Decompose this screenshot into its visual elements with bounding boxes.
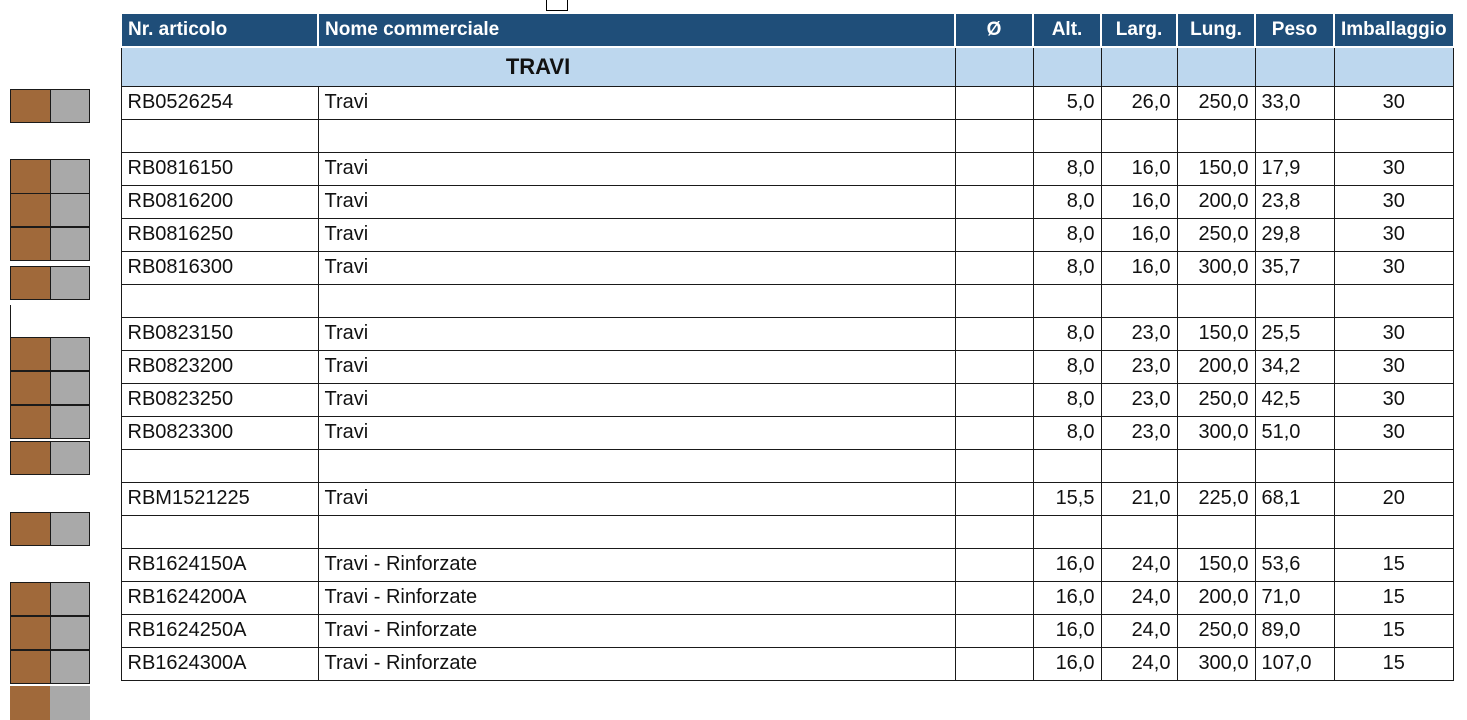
cell-diameter[interactable] <box>955 449 1033 482</box>
cell-weight[interactable]: 71,0 <box>1255 581 1334 614</box>
cell-name[interactable]: Travi <box>318 317 955 350</box>
cell-weight[interactable]: 35,7 <box>1255 251 1334 284</box>
cell-length[interactable]: 300,0 <box>1177 647 1255 680</box>
cell-height[interactable]: 8,0 <box>1033 350 1101 383</box>
table-row <box>121 548 1454 581</box>
table-row <box>121 647 1454 680</box>
cell-diameter[interactable] <box>955 350 1033 383</box>
cell-name[interactable]: Travi <box>318 185 955 218</box>
col-header-height[interactable]: Alt. <box>1033 13 1101 47</box>
cell-height[interactable]: 8,0 <box>1033 416 1101 449</box>
cell-length[interactable]: 250,0 <box>1177 614 1255 647</box>
cell-diameter[interactable] <box>955 647 1033 680</box>
cell-length[interactable] <box>1177 284 1255 317</box>
table-row <box>121 416 1454 449</box>
table-row <box>121 383 1454 416</box>
cell-packaging[interactable]: 30 <box>1334 218 1454 251</box>
cell-packaging[interactable]: 30 <box>1334 86 1454 119</box>
cell-width[interactable]: 24,0 <box>1101 647 1177 680</box>
cell-diameter[interactable] <box>955 548 1033 581</box>
cell-width[interactable]: 26,0 <box>1101 86 1177 119</box>
cell-packaging[interactable]: 15 <box>1334 548 1454 581</box>
cell-height[interactable] <box>1033 449 1101 482</box>
cell-height[interactable] <box>1033 284 1101 317</box>
cell-packaging[interactable] <box>1334 284 1454 317</box>
cell-name[interactable]: Travi - Rinforzate <box>318 581 955 614</box>
table-cell[interactable] <box>955 47 1033 86</box>
row-swatch <box>10 441 90 475</box>
filter-dropdown-button[interactable] <box>546 0 568 11</box>
cell-width[interactable]: 16,0 <box>1101 251 1177 284</box>
col-header-name[interactable]: Nome commerciale <box>318 13 955 47</box>
cell-height[interactable]: 8,0 <box>1033 383 1101 416</box>
cell-width[interactable]: 24,0 <box>1101 581 1177 614</box>
cell-packaging[interactable] <box>1334 515 1454 548</box>
table-row <box>121 482 1454 515</box>
row-swatch <box>10 159 90 194</box>
cell-weight[interactable]: 29,8 <box>1255 218 1334 251</box>
cell-code[interactable]: RB0816300 <box>121 251 318 284</box>
cell-width[interactable] <box>1101 284 1177 317</box>
cell-diameter[interactable] <box>955 185 1033 218</box>
cell-width[interactable]: 21,0 <box>1101 482 1177 515</box>
row-swatch <box>10 512 90 546</box>
cell-width[interactable]: 23,0 <box>1101 416 1177 449</box>
cell-weight[interactable]: 25,5 <box>1255 317 1334 350</box>
cell-diameter[interactable] <box>955 251 1033 284</box>
cell-width[interactable]: 24,0 <box>1101 614 1177 647</box>
cell-diameter[interactable] <box>955 383 1033 416</box>
cell-code[interactable]: RB0816250 <box>121 218 318 251</box>
cell-width[interactable]: 16,0 <box>1101 152 1177 185</box>
cell-name[interactable] <box>318 119 955 152</box>
cell-weight[interactable]: 53,6 <box>1255 548 1334 581</box>
table-row <box>121 449 1454 482</box>
row-swatch <box>10 686 90 720</box>
cell-height[interactable]: 8,0 <box>1033 185 1101 218</box>
cell-name[interactable]: Travi <box>318 86 955 119</box>
cell-code[interactable]: RB0823250 <box>121 383 318 416</box>
cell-width[interactable]: 23,0 <box>1101 383 1177 416</box>
cell-packaging[interactable] <box>1334 449 1454 482</box>
cell-diameter[interactable] <box>955 581 1033 614</box>
cell-weight[interactable]: 107,0 <box>1255 647 1334 680</box>
col-header-packaging[interactable]: Imballaggio <box>1334 13 1454 47</box>
cell-code[interactable]: RB0816200 <box>121 185 318 218</box>
cell-width[interactable]: 23,0 <box>1101 317 1177 350</box>
cell-weight[interactable]: 68,1 <box>1255 482 1334 515</box>
row-swatch <box>10 371 90 405</box>
cell-length[interactable]: 250,0 <box>1177 383 1255 416</box>
col-header-width[interactable]: Larg. <box>1101 13 1177 47</box>
cell-width[interactable] <box>1101 515 1177 548</box>
section-title: TRAVI <box>121 47 955 86</box>
cell-name[interactable]: Travi - Rinforzate <box>318 548 955 581</box>
cell-packaging[interactable]: 30 <box>1334 152 1454 185</box>
section-row <box>121 47 1454 86</box>
cell-weight[interactable] <box>1255 119 1334 152</box>
table-row <box>121 581 1454 614</box>
cell-packaging[interactable]: 30 <box>1334 251 1454 284</box>
cell-width[interactable] <box>1101 449 1177 482</box>
cell-diameter[interactable] <box>955 317 1033 350</box>
cell-name[interactable]: Travi - Rinforzate <box>318 647 955 680</box>
cell-diameter[interactable] <box>955 119 1033 152</box>
cell-code[interactable]: RB1624300A <box>121 647 318 680</box>
cell-diameter[interactable] <box>955 218 1033 251</box>
cell-packaging[interactable]: 30 <box>1334 317 1454 350</box>
cell-name[interactable] <box>318 449 955 482</box>
cell-packaging[interactable]: 15 <box>1334 581 1454 614</box>
table-row <box>121 251 1454 284</box>
cell-code[interactable]: RB0823300 <box>121 416 318 449</box>
cell-packaging[interactable]: 30 <box>1334 350 1454 383</box>
cell-packaging[interactable]: 15 <box>1334 647 1454 680</box>
row-swatch <box>10 616 90 650</box>
table-cell[interactable] <box>1255 47 1334 86</box>
cell-length[interactable]: 300,0 <box>1177 416 1255 449</box>
cell-height[interactable]: 16,0 <box>1033 548 1101 581</box>
cell-length[interactable]: 150,0 <box>1177 548 1255 581</box>
cell-height[interactable]: 8,0 <box>1033 251 1101 284</box>
col-header-length[interactable]: Lung. <box>1177 13 1255 47</box>
product-table <box>120 12 1455 681</box>
cell-code[interactable] <box>121 449 318 482</box>
table-row <box>121 350 1454 383</box>
table-cell[interactable] <box>1334 47 1454 86</box>
cell-name[interactable]: Travi - Rinforzate <box>318 614 955 647</box>
cell-diameter[interactable] <box>955 515 1033 548</box>
cell-name[interactable]: Travi <box>318 251 955 284</box>
table-cell[interactable] <box>1101 47 1177 86</box>
cell-length[interactable]: 200,0 <box>1177 350 1255 383</box>
cell-code[interactable]: RB0823150 <box>121 317 318 350</box>
cell-height[interactable]: 15,5 <box>1033 482 1101 515</box>
cell-weight[interactable]: 33,0 <box>1255 86 1334 119</box>
cell-height[interactable]: 8,0 <box>1033 317 1101 350</box>
cell-name[interactable]: Travi <box>318 218 955 251</box>
cell-name[interactable] <box>318 284 955 317</box>
row-swatch <box>10 89 90 123</box>
cell-name[interactable]: Travi <box>318 383 955 416</box>
cell-height[interactable]: 8,0 <box>1033 152 1101 185</box>
row-swatch <box>10 582 90 616</box>
cell-length[interactable]: 300,0 <box>1177 251 1255 284</box>
cell-width[interactable] <box>1101 119 1177 152</box>
col-header-code[interactable]: Nr. articolo <box>121 13 318 47</box>
cell-diameter[interactable] <box>955 284 1033 317</box>
cell-length[interactable]: 250,0 <box>1177 218 1255 251</box>
cell-height[interactable] <box>1033 515 1101 548</box>
cell-weight[interactable]: 51,0 <box>1255 416 1334 449</box>
col-header-diameter[interactable]: Ø <box>955 13 1033 47</box>
table-row <box>121 185 1454 218</box>
cell-code[interactable]: RB1624250A <box>121 614 318 647</box>
cell-diameter[interactable] <box>955 614 1033 647</box>
header-row <box>121 13 1454 47</box>
cell-weight[interactable] <box>1255 284 1334 317</box>
cell-code[interactable]: RB0823200 <box>121 350 318 383</box>
cell-diameter[interactable] <box>955 482 1033 515</box>
cell-height[interactable]: 8,0 <box>1033 218 1101 251</box>
table-row <box>121 515 1454 548</box>
cell-length[interactable]: 225,0 <box>1177 482 1255 515</box>
cell-length[interactable] <box>1177 515 1255 548</box>
cell-code[interactable] <box>121 119 318 152</box>
cell-name[interactable]: Travi <box>318 350 955 383</box>
cell-diameter[interactable] <box>955 86 1033 119</box>
table-row <box>121 152 1454 185</box>
divider <box>10 305 11 337</box>
table-row <box>121 86 1454 119</box>
cell-diameter[interactable] <box>955 416 1033 449</box>
table-row <box>121 284 1454 317</box>
row-swatch <box>10 193 90 227</box>
cell-width[interactable]: 23,0 <box>1101 350 1177 383</box>
cell-height[interactable]: 16,0 <box>1033 614 1101 647</box>
table-cell[interactable] <box>1177 47 1255 86</box>
cell-packaging[interactable]: 30 <box>1334 416 1454 449</box>
cell-length[interactable] <box>1177 449 1255 482</box>
row-swatch <box>10 405 90 439</box>
cell-weight[interactable] <box>1255 515 1334 548</box>
cell-height[interactable]: 5,0 <box>1033 86 1101 119</box>
cell-length[interactable]: 200,0 <box>1177 185 1255 218</box>
cell-name[interactable] <box>318 515 955 548</box>
cell-height[interactable]: 16,0 <box>1033 581 1101 614</box>
cell-code[interactable]: RB1624200A <box>121 581 318 614</box>
cell-weight[interactable]: 23,8 <box>1255 185 1334 218</box>
row-swatch <box>10 227 90 261</box>
cell-code[interactable]: RB0526254 <box>121 86 318 119</box>
cell-width[interactable]: 24,0 <box>1101 548 1177 581</box>
cell-packaging[interactable]: 15 <box>1334 614 1454 647</box>
cell-length[interactable]: 150,0 <box>1177 152 1255 185</box>
cell-name[interactable]: Travi <box>318 152 955 185</box>
cell-width[interactable]: 16,0 <box>1101 218 1177 251</box>
cell-packaging[interactable] <box>1334 119 1454 152</box>
cell-code[interactable] <box>121 284 318 317</box>
cell-code[interactable]: RB0816150 <box>121 152 318 185</box>
cell-height[interactable]: 16,0 <box>1033 647 1101 680</box>
cell-packaging[interactable]: 30 <box>1334 383 1454 416</box>
table-row <box>121 218 1454 251</box>
cell-name[interactable]: Travi <box>318 416 955 449</box>
row-swatch <box>10 337 90 371</box>
row-swatch <box>10 650 90 684</box>
cell-weight[interactable]: 34,2 <box>1255 350 1334 383</box>
col-header-weight[interactable]: Peso <box>1255 13 1334 47</box>
cell-code[interactable]: RBM1521225 <box>121 482 318 515</box>
cell-packaging[interactable]: 20 <box>1334 482 1454 515</box>
cell-length[interactable] <box>1177 119 1255 152</box>
cell-code[interactable] <box>121 515 318 548</box>
cell-width[interactable]: 16,0 <box>1101 185 1177 218</box>
table-row <box>121 614 1454 647</box>
cell-name[interactable]: Travi <box>318 482 955 515</box>
table-cell[interactable] <box>1033 47 1101 86</box>
row-swatch <box>10 266 90 300</box>
cell-weight[interactable] <box>1255 449 1334 482</box>
cell-diameter[interactable] <box>955 152 1033 185</box>
cell-weight[interactable]: 42,5 <box>1255 383 1334 416</box>
cell-length[interactable]: 150,0 <box>1177 317 1255 350</box>
cell-weight[interactable]: 17,9 <box>1255 152 1334 185</box>
table-row <box>121 317 1454 350</box>
cell-length[interactable]: 200,0 <box>1177 581 1255 614</box>
cell-height[interactable] <box>1033 119 1101 152</box>
cell-weight[interactable]: 89,0 <box>1255 614 1334 647</box>
table-row <box>121 119 1454 152</box>
cell-packaging[interactable]: 30 <box>1334 185 1454 218</box>
cell-length[interactable]: 250,0 <box>1177 86 1255 119</box>
cell-code[interactable]: RB1624150A <box>121 548 318 581</box>
